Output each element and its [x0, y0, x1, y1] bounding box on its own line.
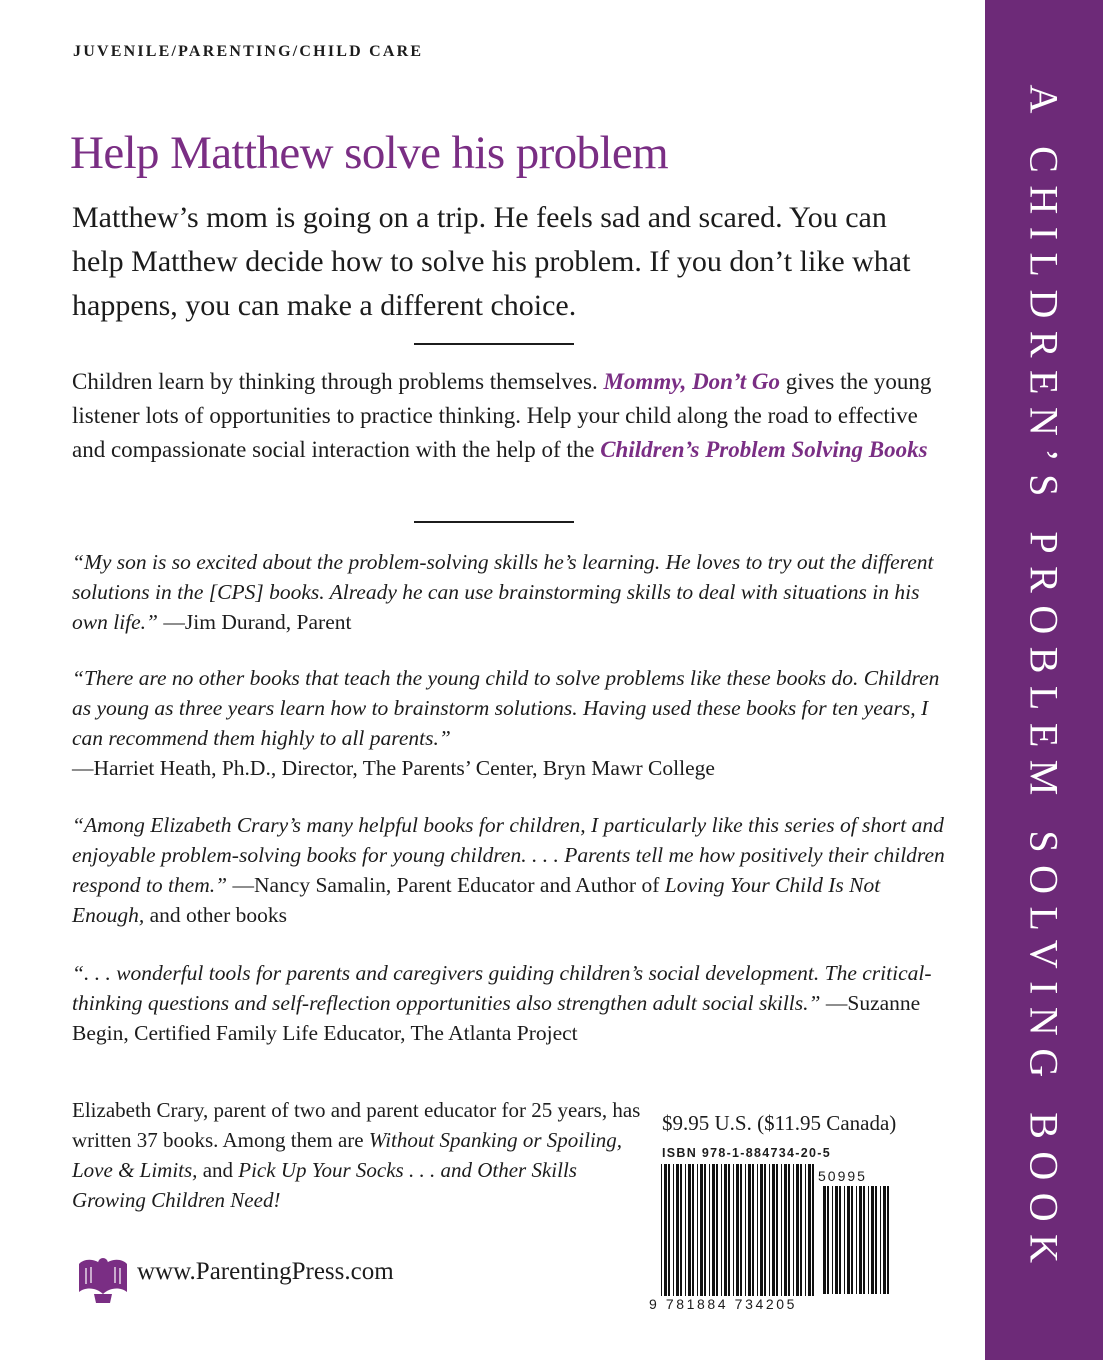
price-label: $9.95 U.S. ($11.95 Canada) — [662, 1111, 897, 1135]
isbn-label: ISBN 978-1-884734-20-5 — [662, 1146, 831, 1160]
quote-attribution: —Harriet Heath, Ph.D., Director, The Parents’ Center, Bryn Mawr College — [72, 756, 715, 780]
book-title-mommy-dont-go: Mommy, Don’t Go — [603, 369, 781, 394]
barcode-digits: 9 781884 734205 — [649, 1296, 797, 1312]
publisher-website[interactable]: www.ParentingPress.com — [137, 1258, 394, 1285]
open-book-head-logo-icon — [76, 1256, 130, 1304]
quote-attribution: —Suzanne Begin, Certified Family Life Educator, The Atlanta Project — [72, 991, 921, 1045]
testimonial-quote — [72, 958, 952, 1048]
quote-text: “Among Elizabeth Crary’s many helpful books for children, I particularly like this series of short and enjoyable problem-solving books for young children. . . . Parents tell me how positively their children respond to them.” — [72, 813, 945, 897]
spine-title: A CHILDREN’S PROBLEM SOLVING BOOK — [1021, 84, 1067, 1276]
series-title: Children’s Problem Solving Books — [600, 437, 928, 462]
testimonial-quote — [72, 810, 952, 930]
bio-text-part1: Elizabeth Crary, parent of two and parent educator for 25 years, has written 37 books. Among them are — [72, 1098, 641, 1152]
isbn-barcode — [660, 1164, 815, 1296]
price-code-label: 50995 — [818, 1168, 867, 1184]
quote-attribution: —Nancy Samalin, Parent Educator and Author of — [232, 873, 660, 897]
quote-text: “. . . wonderful tools for parents and caregivers guiding children’s social development. The critical-thinking questions and self-reflection opportunities also strengthen adult social skills.” — [72, 961, 932, 1015]
quote-attribution: —Jim Durand, Parent — [163, 610, 352, 634]
testimonial-quote — [72, 547, 952, 637]
price-barcode — [822, 1186, 892, 1294]
quote-text: “My son is so excited about the problem-solving skills he’s learning. He loves to try out the different solutions in the [CPS] books. Already he can use brainstorming skills to deal with situations in his own life.” — [72, 550, 934, 634]
lede-paragraph: Matthew’s mom is going on a trip. He feels sad and scared. You can help Matthew decide how to solve his problem. If you don’t like what happens, you can make a different choice. — [72, 201, 911, 322]
category-label: JUVENILE/PARENTING/CHILD CARE — [73, 43, 424, 60]
bio-book-title: Pick Up Your Socks . . . and Other Skills Growing Children Need! — [72, 1158, 577, 1212]
body-paragraph — [72, 365, 952, 467]
divider-rule — [414, 521, 574, 523]
bio-book-titles: Without Spanking or Spoiling, Love & Limits, — [72, 1128, 623, 1182]
divider-rule — [414, 343, 574, 345]
body-text-part1: Children learn by thinking through problems themselves. — [72, 369, 598, 394]
bio-text-part2: and — [202, 1158, 234, 1182]
quote-attribution-tail: and other books — [149, 903, 287, 927]
headline: Help Matthew solve his problem — [70, 127, 669, 179]
testimonial-quote — [72, 663, 952, 783]
author-bio — [72, 1095, 652, 1215]
quote-text: “There are no other books that teach the young child to solve problems like these books do. Children as young as three years learn how to brainstorm solutions. Having used these books for ten years, I can recommend them highly to all parents.” — [72, 666, 940, 750]
body-text-part2: gives the young listener lots of opportunities to practice thinking. Help your child along the road to effective and compassionate social interaction with the help of the — [72, 369, 932, 462]
quote-book-title: Loving Your Child Is Not Enough, — [72, 873, 881, 927]
